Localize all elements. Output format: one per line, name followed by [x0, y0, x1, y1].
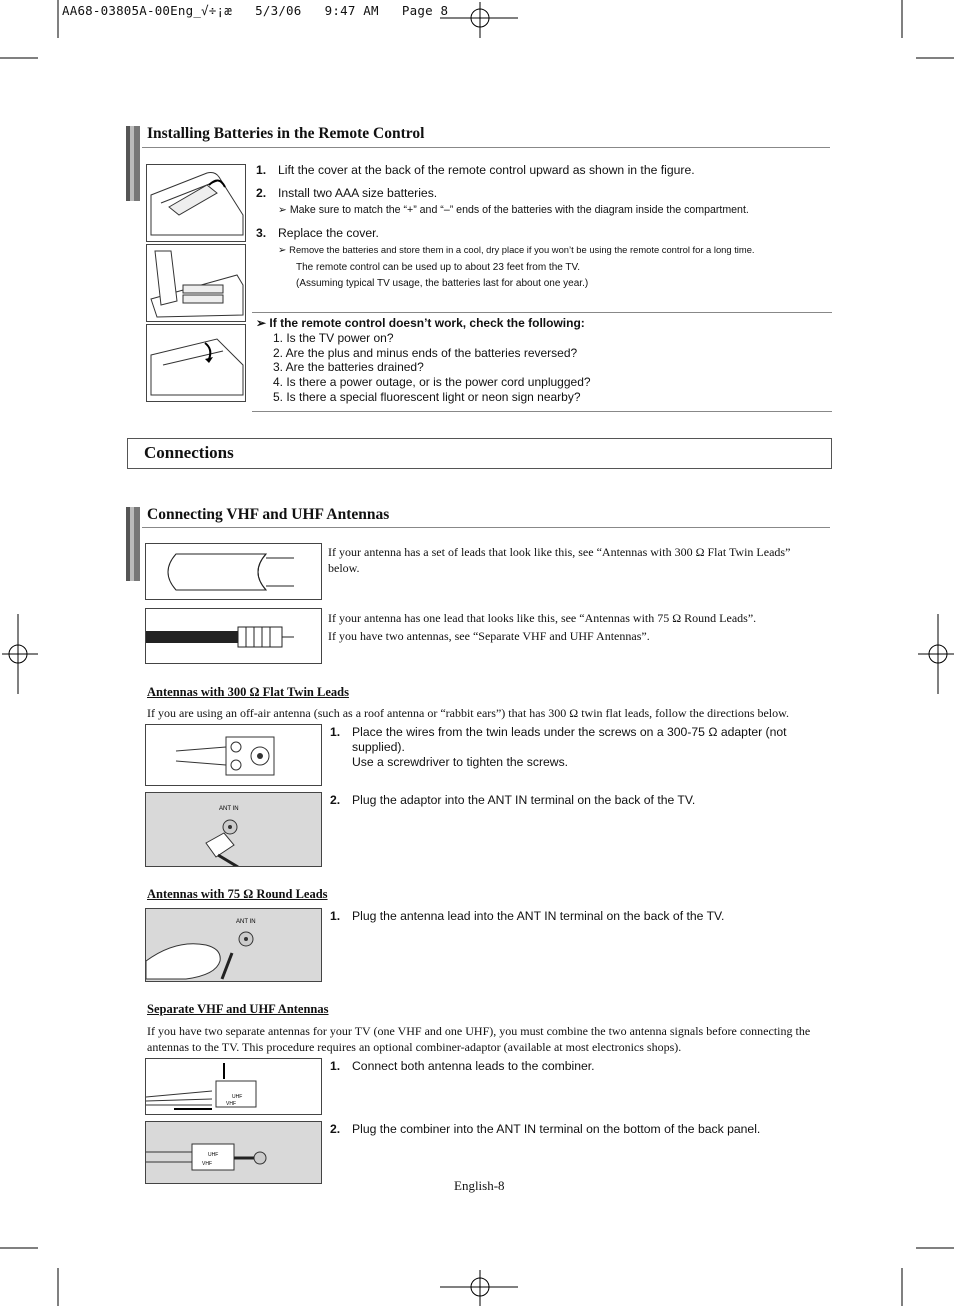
uhf-label: UHF — [232, 1094, 243, 1100]
battery-step-3-note: ➢ Remove the batteries and store them in a cool, dry place if you won’t be using the remote control for a long time. The remote control can be used up to about 23 feet from the TV. (Assuming typical TV usage, the batteries last for about one year.) — [278, 244, 755, 289]
flat-step-1: 1. Place the wires from the twin leads under the screws on a 300-75 Ω adapter (not supplied). Use a screwdriver to tighten the screws. — [330, 725, 787, 769]
check-bottom-rule — [252, 411, 832, 412]
antennas-title: Connecting VHF and UHF Antennas — [147, 506, 390, 523]
intro-round-lead: If your antenna has one lead that looks like this, see “Antennas with 75 Ω Round Leads”. If you have two antennas, see “Separate VHF and UHF Antennas”. — [328, 611, 757, 643]
combiner-figure — [145, 1058, 322, 1115]
print-header: AA68-03805A-00Eng_√÷¡æ 5/3/06 9:47 AM Page 8 — [62, 3, 449, 18]
title-rule — [142, 527, 830, 528]
flat-leads-desc: If you are using an off-air antenna (such as a roof antenna or “rabbit ears”) that has 300 Ω twin flat leads, follow the directions below. — [147, 706, 790, 720]
intro-flat-lead: If your antenna has a set of leads that look like this, see “Antennas with 300 Ω Flat Twin Leads” below. — [328, 545, 791, 575]
section-marker — [126, 126, 140, 201]
vhf-label: VHF — [226, 1101, 236, 1107]
battery-step-2-note: ➢ Make sure to match the “+” and “–” ends of the batteries with the diagram inside the compartment. — [278, 204, 749, 216]
separate-antennas-desc: If you have two separate antennas for your TV (one VHF and one UHF), you must combine the two antenna signals before connecting the antennas to the TV. This procedure requires an optional combiner-adaptor (available at most electronics shops). — [147, 1024, 811, 1054]
check-top-rule — [252, 312, 832, 313]
arrow-icon: ➢ — [278, 204, 287, 216]
ant-in-label: ANT IN — [219, 806, 239, 812]
adapter-figure — [145, 724, 322, 786]
ant-in-adapter-figure — [145, 792, 322, 867]
title-rule — [142, 147, 830, 148]
round-leads-subtitle: Antennas with 75 Ω Round Leads — [147, 887, 328, 901]
check-item: 2. Are the plus and minus ends of the batteries reversed? — [273, 345, 578, 360]
check-item: 3. Are the batteries drained? — [273, 360, 424, 375]
arrow-icon: ➢ — [256, 316, 267, 330]
ant-in-label: ANT IN — [236, 919, 256, 925]
flat-leads-subtitle: Antennas with 300 Ω Flat Twin Leads — [147, 685, 349, 699]
check-item: 5. Is there a special fluorescent light or neon sign nearby? — [273, 389, 581, 404]
connections-title: Connections — [144, 443, 234, 462]
vhf-label: VHF — [202, 1161, 212, 1167]
flat-twin-lead-figure — [145, 543, 322, 600]
troubleshoot-list: ➢ If the remote control doesn’t work, check the following: 1. Is the TV power on? 2. Are the plus and minus ends of the batteries reversed? 3. Are the batteries drained? 4. Is there a power outage, or is the power cord unplugged? 5. Is there a special fluorescent light or neon sign nearby? — [256, 316, 826, 405]
remote-close-figure — [146, 324, 246, 402]
arrow-icon: ➢ — [278, 245, 287, 256]
ant-in-round-figure — [145, 908, 322, 982]
separate-antennas-subtitle: Separate VHF and UHF Antennas — [147, 1002, 329, 1016]
check-item: 4. Is there a power outage, or is the power cord unplugged? — [273, 375, 591, 390]
section-marker — [126, 507, 140, 581]
round-lead-figure — [145, 608, 322, 664]
check-item: 1. Is the TV power on? — [273, 330, 394, 345]
batteries-title: Installing Batteries in the Remote Control — [147, 125, 425, 142]
uhf-label: UHF — [208, 1152, 219, 1158]
page-number: English-8 — [454, 1178, 505, 1193]
remote-batteries-figure — [146, 244, 246, 322]
combiner-ant-in-figure — [145, 1121, 322, 1184]
remote-open-figure — [146, 164, 246, 242]
